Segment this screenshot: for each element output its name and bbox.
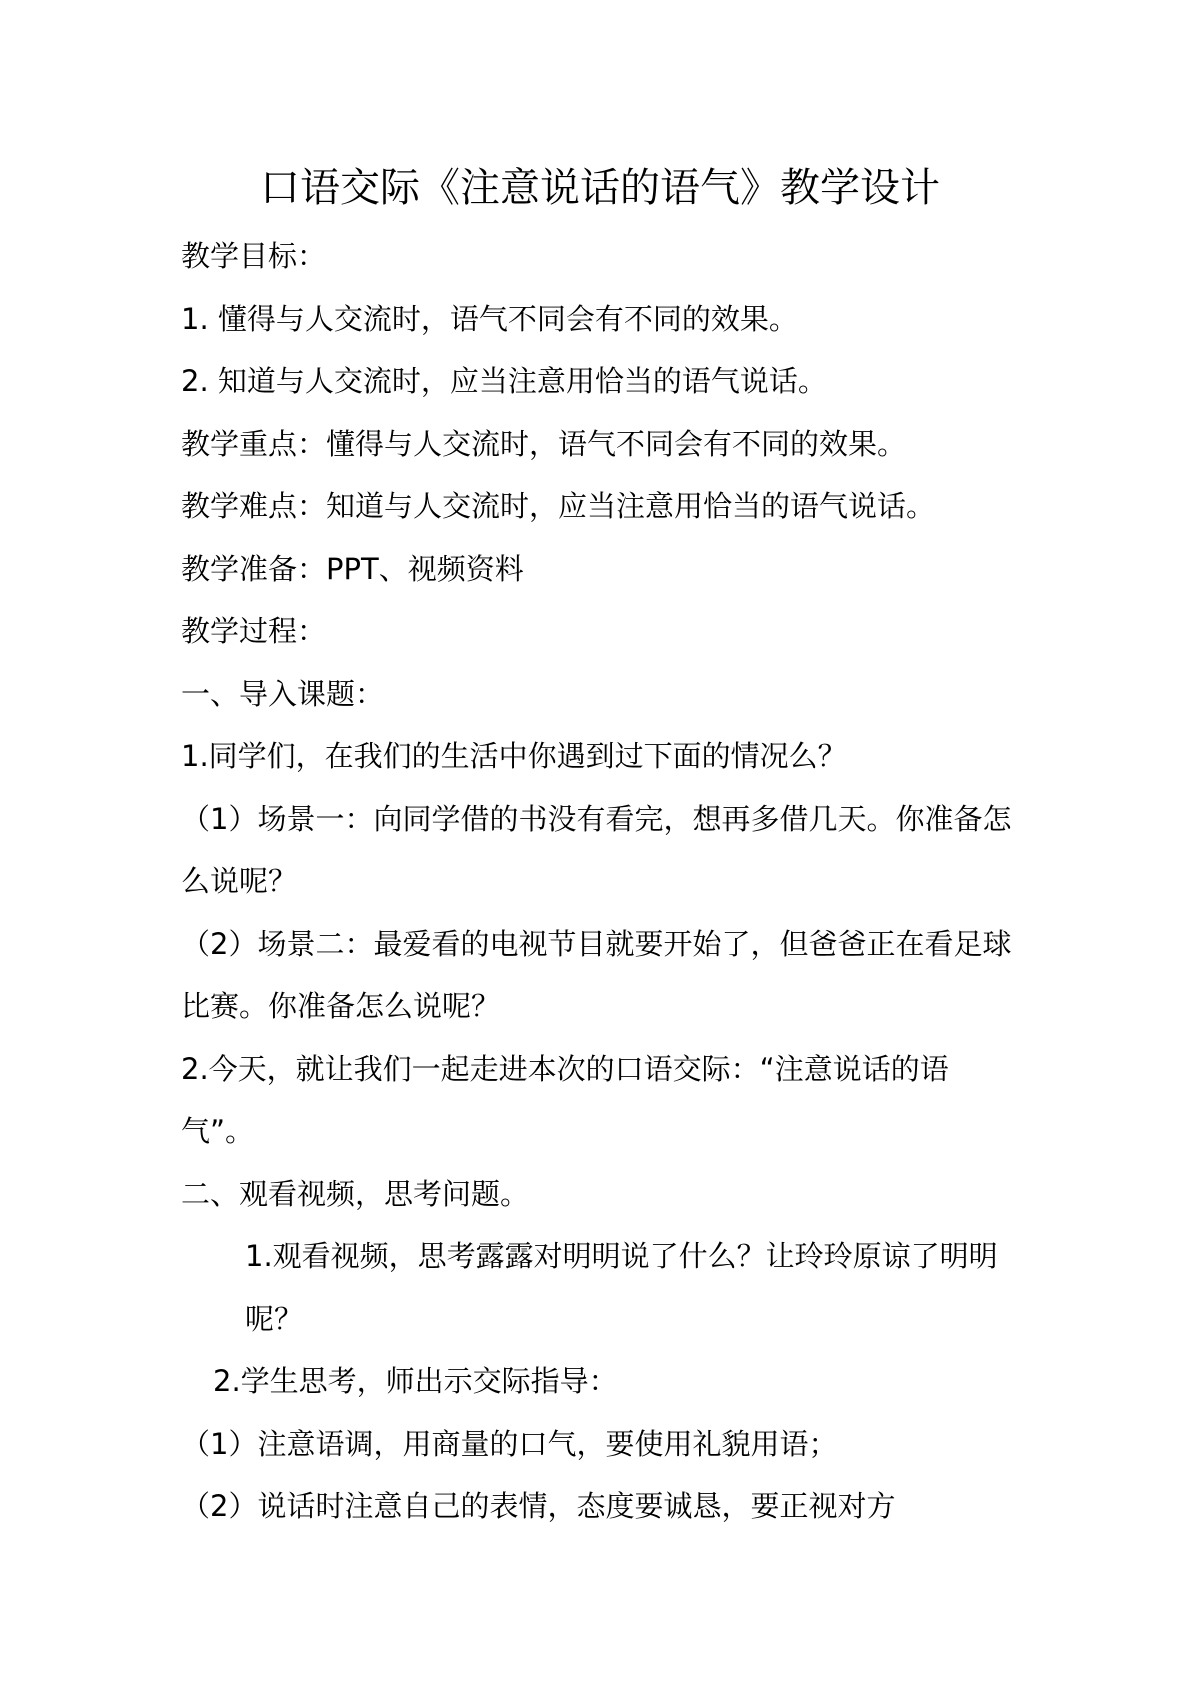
section-heading-objectives: 教学目标： xyxy=(181,239,327,273)
objective-item: 1. 懂得与人交流时，语气不同会有不同的效果。 xyxy=(181,301,798,336)
paragraph: 2.今天，就让我们一起走进本次的口语交际：“注意说话的语气”。 xyxy=(181,1051,949,1148)
paragraph: （2）场景二：最爱看的电视节目就要开始了，但爸爸正在看足球比赛。你准备怎么说呢？ xyxy=(181,926,1012,1023)
paragraph: （1）场景一：向同学借的书没有看完，想再多借几天。你准备怎么说呢？ xyxy=(181,801,1012,898)
step-heading: 二、观看视频，思考问题。 xyxy=(181,1176,530,1211)
paragraph: 1.观看视频，思考露露对明明说了什么？让玲玲原谅了明明呢？ xyxy=(245,1239,998,1336)
section-heading-process: 教学过程： xyxy=(181,614,327,648)
paragraph: 1.同学们，在我们的生活中你遇到过下面的情况么？ xyxy=(181,739,847,773)
difficult-point: 教学难点：知道与人交流时，应当注意用恰当的语气说话。 xyxy=(181,489,936,523)
step-heading: 一、导入课题： xyxy=(181,676,385,711)
document-body xyxy=(181,225,1019,1538)
document-title: 口语交际《注意说话的语气》教学设计 xyxy=(260,165,940,211)
preparation: 教学准备：PPT、视频资料 xyxy=(181,551,524,586)
key-point: 教学重点：懂得与人交流时，语气不同会有不同的效果。 xyxy=(181,426,907,461)
guidance-item: （2）说话时注意自己的表情，态度要诚恳，要正视对方 xyxy=(181,1489,896,1523)
guidance-item: （1）注意语调，用商量的口气，要使用礼貌用语； xyxy=(181,1426,838,1461)
objective-item: 2. 知道与人交流时，应当注意用恰当的语气说话。 xyxy=(181,364,827,398)
paragraph: 2.学生思考，师出示交际指导： xyxy=(213,1364,618,1398)
